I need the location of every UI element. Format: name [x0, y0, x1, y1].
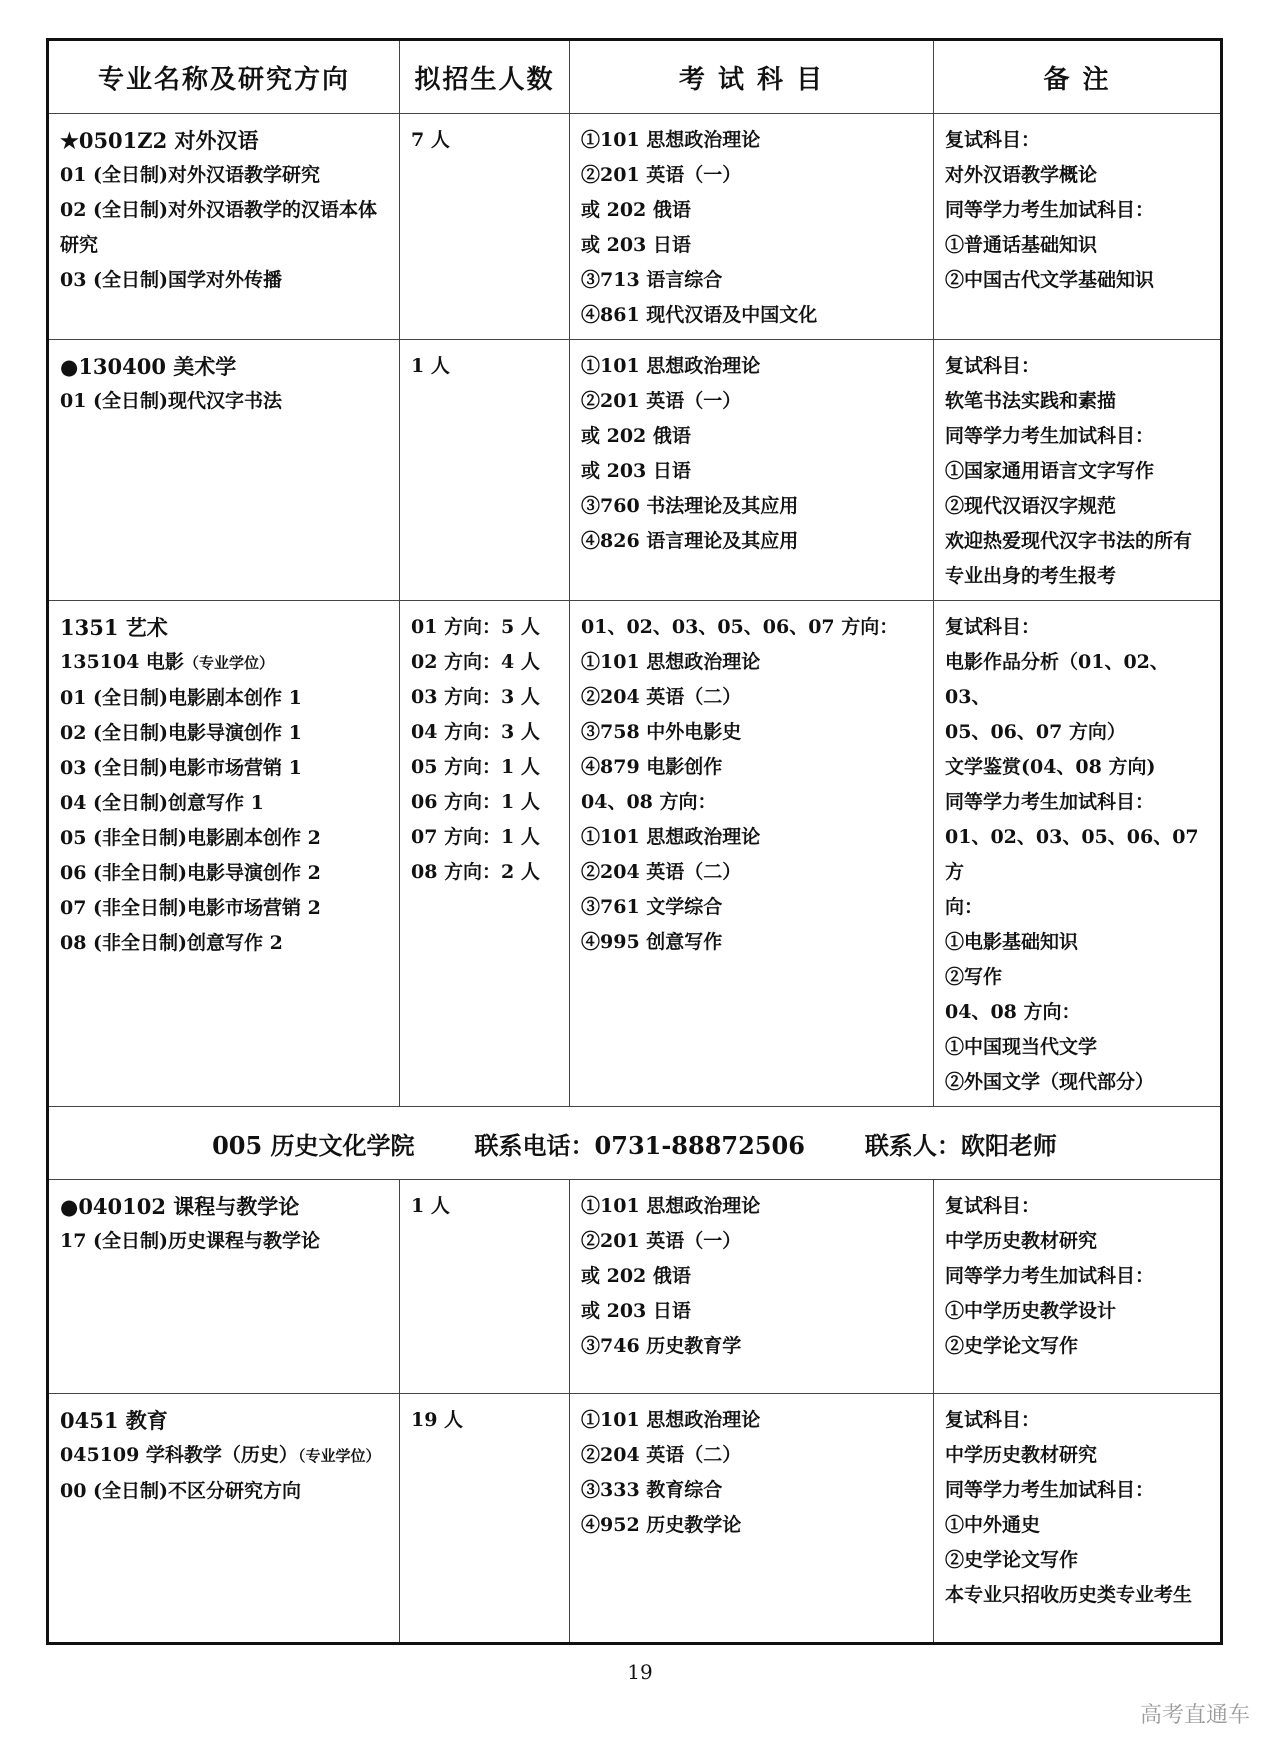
major-cell — [48, 1180, 400, 1394]
exam-subject: 或 203 日语 — [581, 460, 691, 482]
note-line: ①中学历史教学设计 — [945, 1300, 1117, 1322]
note-line: ①电影基础知识 — [945, 931, 1079, 953]
header-major: 专业名称及研究方向 — [48, 40, 400, 114]
quota-line: 1 人 — [411, 1195, 450, 1217]
exam-subject: ①101 思想政治理论 — [581, 826, 761, 848]
table-header-row — [48, 40, 1222, 114]
note-line: ②现代汉语汉字规范 — [945, 495, 1117, 517]
notes-cell — [934, 1180, 1222, 1394]
notes-cell — [934, 114, 1222, 340]
note-line: ①普通话基础知识 — [945, 234, 1098, 256]
exam-subject: ④995 创意写作 — [581, 931, 723, 953]
exam-subject: 04、08 方向： — [581, 791, 717, 813]
note-line: 电影作品分析（01、02、03、 — [945, 651, 1169, 708]
quota-line: 03 方向：3 人 — [411, 686, 540, 708]
major-title: 1351 艺术 — [60, 615, 168, 640]
notes-content — [934, 340, 1220, 600]
major-title: ●040102 课程与教学论 — [60, 1194, 300, 1219]
research-direction: 02 (全日制)电影导演创作 1 — [60, 722, 302, 744]
major-content — [49, 114, 399, 304]
quota-content — [400, 1394, 569, 1444]
research-direction: 08 (非全日制)创意写作 2 — [60, 932, 283, 954]
exam-subject: ③761 文学综合 — [581, 896, 723, 918]
note-line: ②写作 — [945, 966, 1003, 988]
research-direction: 03 (全日制)国学对外传播 — [60, 269, 283, 291]
quota-line: 02 方向：4 人 — [411, 651, 540, 673]
major-subtitle-code: 045109 学科教学（历史） — [60, 1444, 298, 1466]
major-subtitle-code: 135104 电影 — [60, 651, 184, 673]
exam-subject: 01、02、03、05、06、07 方向： — [581, 616, 899, 638]
exam-subject: ②204 英语（二） — [581, 1444, 742, 1466]
exam-subject: 或 202 俄语 — [581, 199, 691, 221]
note-line: ①中国现当代文学 — [945, 1036, 1098, 1058]
note-line: 软笔书法实践和素描 — [945, 390, 1117, 412]
exam-subject: ③333 教育综合 — [581, 1479, 723, 1501]
quota-content — [400, 340, 569, 390]
quota-cell — [400, 1180, 570, 1394]
note-line: ②中国古代文学基础知识 — [945, 269, 1155, 291]
major-subtitle — [60, 645, 389, 681]
exam-content — [570, 114, 933, 339]
quota-content — [400, 601, 569, 896]
notes-content — [934, 1180, 1220, 1370]
exam-subject: 或 202 俄语 — [581, 1265, 691, 1287]
exam-subject: ②204 英语（二） — [581, 686, 742, 708]
school-phone: 联系电话：0731-88872506 — [474, 1130, 805, 1160]
exam-cell — [570, 601, 934, 1107]
quota-cell — [400, 114, 570, 340]
exam-subject: ④861 现代汉语及中国文化 — [581, 304, 818, 326]
exam-content — [570, 601, 933, 966]
table-row — [48, 114, 1222, 340]
exam-subject: ④879 电影创作 — [581, 756, 723, 778]
note-line: 05、06、07 方向） — [945, 721, 1126, 743]
note-line: 中学历史教材研究 — [945, 1230, 1098, 1252]
exam-subject: ①101 思想政治理论 — [581, 129, 761, 151]
research-direction: 00 (全日制)不区分研究方向 — [60, 1480, 302, 1502]
exam-content — [570, 340, 933, 565]
major-title: ★0501Z2 对外汉语 — [60, 128, 259, 153]
page-number: 19 — [627, 1660, 653, 1684]
note-line: 复试科目： — [945, 1409, 1041, 1431]
quota-line: 01 方向：5 人 — [411, 616, 540, 638]
exam-subject: 或 202 俄语 — [581, 425, 691, 447]
quota-line: 05 方向：1 人 — [411, 756, 540, 778]
major-title: 0451 教育 — [60, 1408, 168, 1433]
admissions-table — [46, 38, 1223, 1645]
notes-content — [934, 601, 1220, 1106]
major-content — [49, 601, 399, 967]
note-line: 复试科目： — [945, 355, 1041, 377]
major-subtitle — [60, 1438, 389, 1474]
major-cell — [48, 1394, 400, 1644]
research-direction: 01 (全日制)电影剧本创作 1 — [60, 687, 302, 709]
school-name: 005 历史文化学院 — [212, 1130, 415, 1160]
exam-subject: ①101 思想政治理论 — [581, 651, 761, 673]
quota-line: 07 方向：1 人 — [411, 826, 540, 848]
school-contact: 联系人：欧阳老师 — [864, 1130, 1057, 1160]
exam-cell — [570, 1180, 934, 1394]
header-quota: 拟招生人数 — [400, 40, 570, 114]
quota-cell — [400, 340, 570, 601]
note-line: 欢迎热爱现代汉字书法的所有专业出身的考生报考 — [945, 530, 1193, 587]
exam-subject: ①101 思想政治理论 — [581, 355, 761, 377]
research-direction: 05 (非全日制)电影剧本创作 2 — [60, 827, 321, 849]
note-line: ①国家通用语言文字写作 — [945, 460, 1155, 482]
note-line: 同等学力考生加试科目： — [945, 1479, 1155, 1501]
quota-cell — [400, 1394, 570, 1644]
research-direction: 01 (全日制)对外汉语教学研究 — [60, 164, 321, 186]
major-content — [49, 1394, 399, 1515]
exam-subject: ①101 思想政治理论 — [581, 1195, 761, 1217]
notes-cell — [934, 340, 1222, 601]
exam-subject: ④952 历史教学论 — [581, 1514, 742, 1536]
note-line: 01、02、03、05、06、07 方 — [945, 826, 1199, 883]
note-line: 对外汉语教学概论 — [945, 164, 1098, 186]
research-direction: 07 (非全日制)电影市场营销 2 — [60, 897, 321, 919]
quota-cell — [400, 601, 570, 1107]
exam-cell — [570, 114, 934, 340]
major-subtitle-note: （专业学位） — [297, 1447, 381, 1465]
quota-line: 06 方向：1 人 — [411, 791, 540, 813]
note-line: 中学历史教材研究 — [945, 1444, 1098, 1466]
note-line: 同等学力考生加试科目： — [945, 199, 1155, 221]
exam-subject: 或 203 日语 — [581, 1300, 691, 1322]
table-body — [48, 114, 1222, 1644]
quota-line: 19 人 — [411, 1409, 464, 1431]
table-row — [48, 1180, 1222, 1394]
exam-subject: ②201 英语（一） — [581, 164, 742, 186]
quota-line: 7 人 — [411, 129, 450, 151]
note-line: ①中外通史 — [945, 1514, 1041, 1536]
exam-subject: ④826 语言理论及其应用 — [581, 530, 799, 552]
table-row — [48, 340, 1222, 601]
quota-line: 08 方向：2 人 — [411, 861, 540, 883]
quota-content — [400, 114, 569, 164]
exam-cell — [570, 1394, 934, 1644]
header-notes: 备 注 — [934, 40, 1222, 114]
research-direction: 17 (全日制)历史课程与教学论 — [60, 1230, 321, 1252]
quota-line: 1 人 — [411, 355, 450, 377]
exam-content — [570, 1394, 933, 1549]
note-line: 同等学力考生加试科目： — [945, 791, 1155, 813]
watermark-text: 高考直通车 — [1139, 1703, 1250, 1728]
research-direction: 04 (全日制)创意写作 1 — [60, 792, 264, 814]
note-line: 文学鉴赏(04、08 方向) — [945, 756, 1156, 778]
research-direction: 06 (非全日制)电影导演创作 2 — [60, 862, 321, 884]
exam-cell — [570, 340, 934, 601]
school-header-row — [48, 1107, 1222, 1180]
table-row — [48, 601, 1222, 1107]
major-content — [49, 340, 399, 425]
exam-subject: ③758 中外电影史 — [581, 721, 742, 743]
note-line: ②外国文学（现代部分） — [945, 1071, 1155, 1093]
note-line: 复试科目： — [945, 1195, 1041, 1217]
admissions-table-sheet — [46, 38, 1220, 1645]
table-row — [48, 1394, 1222, 1644]
research-direction: 03 (全日制)电影市场营销 1 — [60, 757, 302, 779]
header-exams: 考 试 科 目 — [570, 40, 934, 114]
note-line: ②史学论文写作 — [945, 1335, 1079, 1357]
quota-content — [400, 1180, 569, 1230]
exam-subject: ②201 英语（一） — [581, 390, 742, 412]
research-direction: 02 (全日制)对外汉语教学的汉语本体研究 — [60, 199, 378, 256]
notes-content — [934, 1394, 1220, 1619]
notes-cell — [934, 601, 1222, 1107]
exam-subject: ②201 英语（一） — [581, 1230, 742, 1252]
notes-content — [934, 114, 1220, 304]
note-line: ②史学论文写作 — [945, 1549, 1079, 1571]
note-line: 复试科目： — [945, 129, 1041, 151]
exam-subject: ③746 历史教育学 — [581, 1335, 742, 1357]
exam-subject: ②204 英语（二） — [581, 861, 742, 883]
major-content — [49, 1180, 399, 1265]
major-cell — [48, 114, 400, 340]
note-line: 向： — [945, 896, 984, 918]
school-header-cell — [48, 1107, 1222, 1180]
note-line: 04、08 方向： — [945, 1001, 1081, 1023]
note-line: 同等学力考生加试科目： — [945, 425, 1155, 447]
major-cell — [48, 340, 400, 601]
exam-subject: ①101 思想政治理论 — [581, 1409, 761, 1431]
exam-subject: ③713 语言综合 — [581, 269, 723, 291]
exam-subject: ③760 书法理论及其应用 — [581, 495, 799, 517]
exam-content — [570, 1180, 933, 1370]
note-line: 复试科目： — [945, 616, 1041, 638]
quota-line: 04 方向：3 人 — [411, 721, 540, 743]
major-subtitle-note: （专业学位） — [183, 654, 274, 672]
notes-cell — [934, 1394, 1222, 1644]
research-direction: 01 (全日制)现代汉字书法 — [60, 390, 283, 412]
note-line: 本专业只招收历史类专业考生 — [945, 1584, 1193, 1606]
exam-subject: 或 203 日语 — [581, 234, 691, 256]
major-title: ●130400 美术学 — [60, 354, 237, 379]
major-cell — [48, 601, 400, 1107]
note-line: 同等学力考生加试科目： — [945, 1265, 1155, 1287]
